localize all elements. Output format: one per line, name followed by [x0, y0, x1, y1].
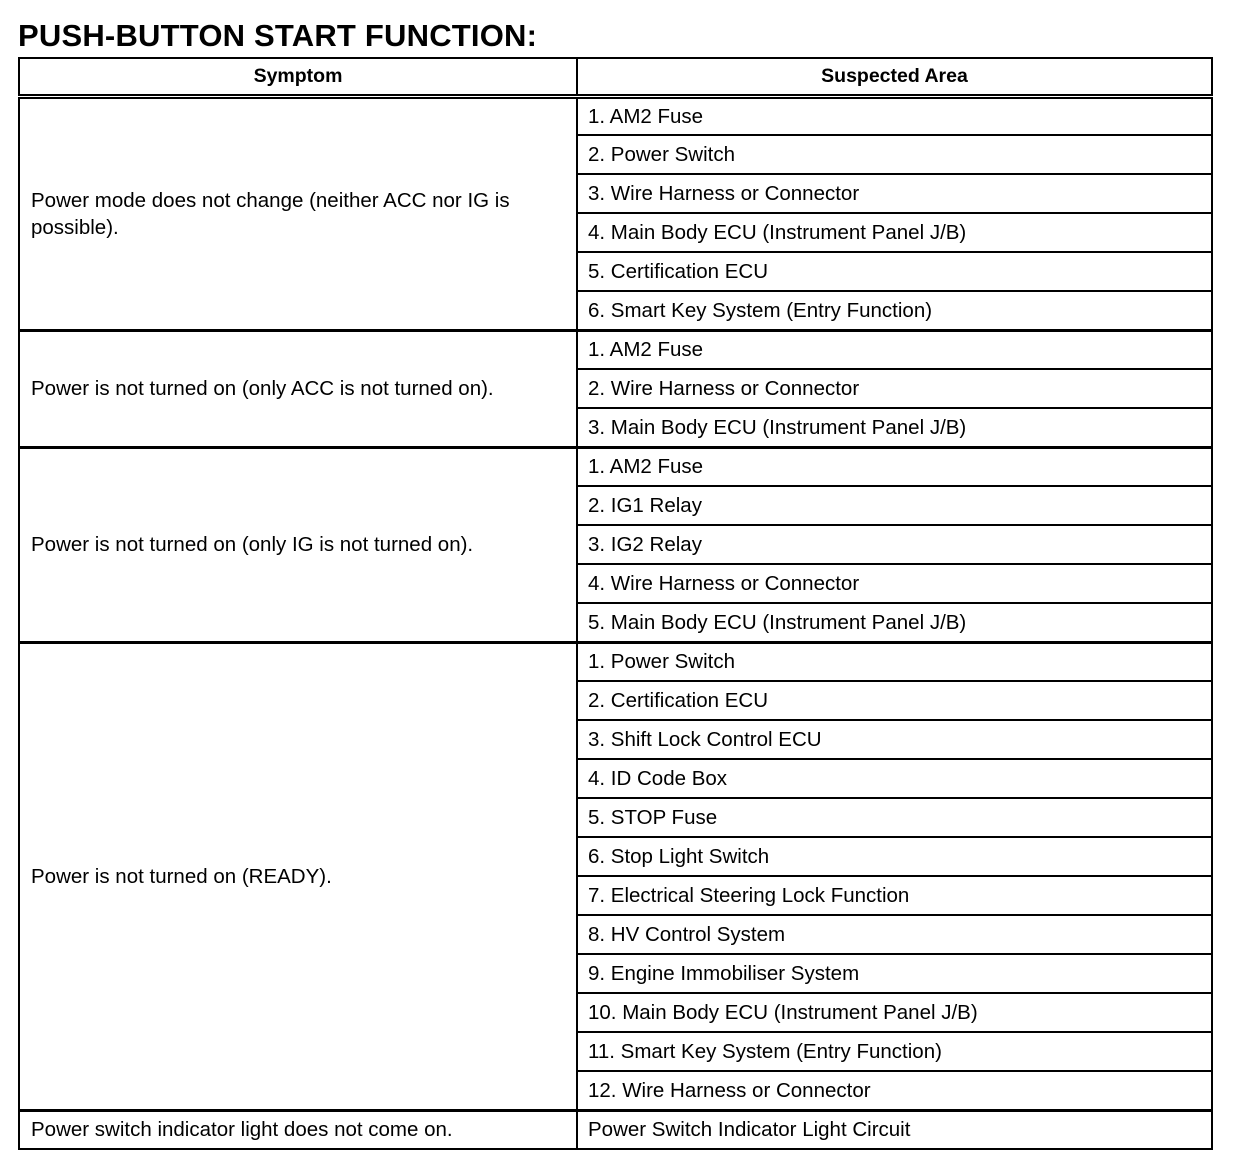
table-row: [19, 96, 1212, 135]
table-row: [19, 1110, 1212, 1149]
suspected-area-cell: Power Switch Indicator Light Circuit: [577, 1110, 1212, 1149]
suspected-area-cell: 1. AM2 Fuse: [577, 447, 1212, 486]
suspected-area-cell: 1. AM2 Fuse: [577, 96, 1212, 135]
symptom-cell: Power mode does not change (neither ACC nor IG is possible).: [19, 96, 577, 330]
symptom-cell: Power is not turned on (only IG is not turned on).: [19, 447, 577, 642]
suspected-area-cell: 3. Wire Harness or Connector: [577, 174, 1212, 213]
page-title: PUSH-BUTTON START FUNCTION:: [18, 18, 538, 53]
suspected-area-cell: 3. IG2 Relay: [577, 525, 1212, 564]
suspected-area-cell: 4. Wire Harness or Connector: [577, 564, 1212, 603]
suspected-area-cell: 1. AM2 Fuse: [577, 330, 1212, 369]
suspected-area-cell: 9. Engine Immobiliser System: [577, 954, 1212, 993]
table-body: [19, 96, 1212, 1149]
symptom-column-header: Symptom: [19, 58, 577, 96]
suspected-area-cell: 1. Power Switch: [577, 642, 1212, 681]
table-header-row: [19, 58, 1212, 96]
table-row: [19, 447, 1212, 486]
suspected-area-cell: 4. Main Body ECU (Instrument Panel J/B): [577, 213, 1212, 252]
suspected-area-cell: 3. Main Body ECU (Instrument Panel J/B): [577, 408, 1212, 447]
suspected-area-column-header: Suspected Area: [577, 58, 1212, 96]
suspected-area-cell: 10. Main Body ECU (Instrument Panel J/B): [577, 993, 1212, 1032]
table-row: [19, 330, 1212, 369]
symptom-cell: Power is not turned on (READY).: [19, 642, 577, 1110]
suspected-area-cell: 11. Smart Key System (Entry Function): [577, 1032, 1212, 1071]
suspected-area-cell: 6. Smart Key System (Entry Function): [577, 291, 1212, 330]
suspected-area-cell: 3. Shift Lock Control ECU: [577, 720, 1212, 759]
suspected-area-cell: 2. Wire Harness or Connector: [577, 369, 1212, 408]
suspected-area-cell: 2. Power Switch: [577, 135, 1212, 174]
suspected-area-cell: 2. IG1 Relay: [577, 486, 1212, 525]
suspected-area-cell: 5. Certification ECU: [577, 252, 1212, 291]
table-row: [19, 642, 1212, 681]
suspected-area-cell: 12. Wire Harness or Connector: [577, 1071, 1212, 1110]
problem-symptoms-table: [18, 57, 1213, 1150]
suspected-area-cell: 5. Main Body ECU (Instrument Panel J/B): [577, 603, 1212, 642]
suspected-area-cell: 5. STOP Fuse: [577, 798, 1212, 837]
symptom-cell: Power is not turned on (only ACC is not turned on).: [19, 330, 577, 447]
suspected-area-cell: 6. Stop Light Switch: [577, 837, 1212, 876]
suspected-area-cell: 8. HV Control System: [577, 915, 1212, 954]
suspected-area-cell: 2. Certification ECU: [577, 681, 1212, 720]
symptom-cell: Power switch indicator light does not come on.: [19, 1110, 577, 1149]
suspected-area-cell: 4. ID Code Box: [577, 759, 1212, 798]
suspected-area-cell: 7. Electrical Steering Lock Function: [577, 876, 1212, 915]
